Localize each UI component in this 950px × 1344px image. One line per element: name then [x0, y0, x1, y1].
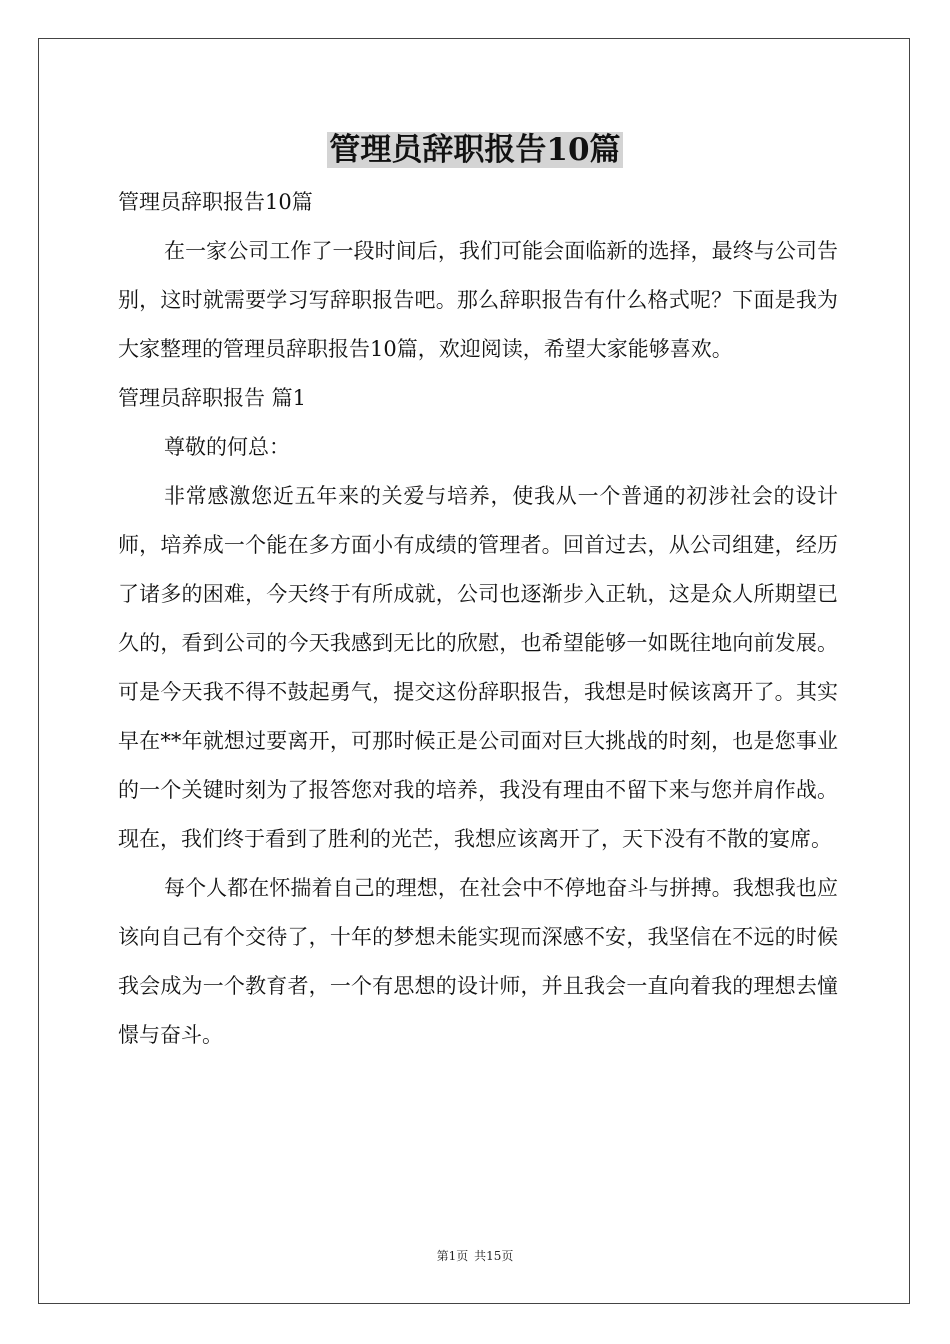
body-paragraph-1: 非常感激您近五年来的关爱与培养，使我从一个普通的初涉社会的设计师，培养成一个能在多方面小有成绩的管理者。回首过去，从公司组建，经历了诸多的困难，今天终于有所成就，公司也逐渐步入正轨，这是众人所期望已久的，看到公司的今天我感到无比的欣慰，也希望能够一如既往地向前发展。可是今天我不得不鼓起勇气，提交这份辞职报告，我想是时候该离开了。其实早在**年就想过要离开，可那时候正是公司面对巨大挑战的时刻，也是您事业的一个关键时刻为了报答您对我的培养，我没有理由不留下来与您并肩作战。现在，我们终于看到了胜利的光芒，我想应该离开了，天下没有不散的宴席。	[118, 484, 838, 851]
document-body	[118, 178, 838, 1060]
page-number: 第1页	[436, 1249, 469, 1263]
document-title-text: 管理员辞职报告10篇	[329, 132, 621, 168]
body-paragraph-2: 每个人都在怀揣着自己的理想，在社会中不停地奋斗与拼搏。我想我也应该向自己有个交待了，十年的梦想未能实现而深感不安，我坚信在不远的时候我会成为一个教育者，一个有思想的设计师，并且我会一直向着我的理想去憧憬与奋斗。	[118, 876, 838, 1047]
page-total: 共15页	[474, 1249, 514, 1263]
document-title	[0, 128, 950, 172]
document-subtitle: 管理员辞职报告10篇	[118, 190, 313, 214]
section-heading: 管理员辞职报告 篇1	[118, 386, 307, 410]
intro-paragraph: 在一家公司工作了一段时间后，我们可能会面临新的选择，最终与公司告别，这时就需要学习写辞职报告吧。那么辞职报告有什么格式呢？下面是我为大家整理的管理员辞职报告10篇，欢迎阅读，希望大家能够喜欢。	[118, 239, 838, 361]
page-footer	[0, 1247, 950, 1264]
salutation: 尊敬的何总：	[164, 435, 290, 459]
